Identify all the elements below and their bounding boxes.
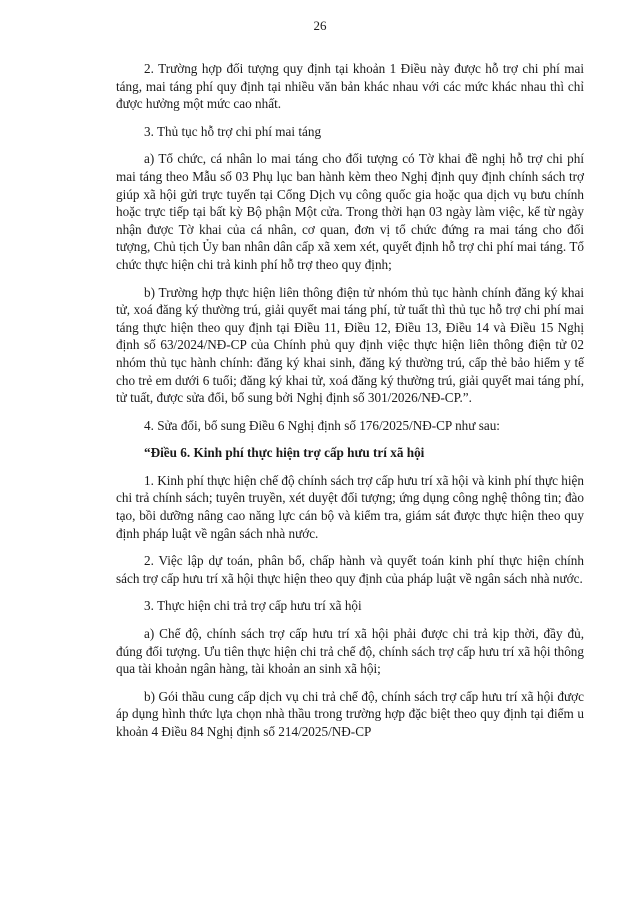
paragraph-procedure-heading: 3. Thủ tục hỗ trợ chi phí mai táng (144, 123, 322, 139)
page-number: 26 (313, 18, 327, 33)
paragraph-article-6-3: 3. Thực hiện chi trả trợ cấp hưu trí xã hội (144, 598, 362, 614)
paragraph-amendment-4: 4. Sửa đổi, bổ sung Điều 6 Nghị định số 176/2025/NĐ-CP như sau: (144, 417, 500, 433)
paragraph-article-6-3b: b) Gói thầu cung cấp dịch vụ chi trả chế độ, chính sách trợ cấp hưu trí xã hội được áp dụng hình thức lựa chọn nhà thầu trong trường hợp đặc biệt theo quy định tại điểm u khoản 4 Điều 84 Nghị định số 214/2025/NĐ-CP (116, 688, 584, 739)
paragraph-article-6-3a: a) Chế độ, chính sách trợ cấp hưu trí xã hội phải được chi trả kịp thời, đầy đủ, đúng đối tượng. Ưu tiên thực hiện chi trả chế độ, chính sách trợ cấp hưu trí xã hội thông qua tài khoản ngân hàng, tài khoản an sinh xã hội; (116, 626, 584, 677)
paragraph-article-6-2: 2. Việc lập dự toán, phân bổ, chấp hành và quyết toán kinh phí thực hiện chính sách trợ cấp hưu trí xã hội thực hiện theo quy định của pháp luật về ngân sách nhà nước. (116, 553, 584, 586)
article-6-heading: “Điều 6. Kinh phí thực hiện trợ cấp hưu trí xã hội (144, 445, 425, 461)
paragraph-article-6-1: 1. Kinh phí thực hiện chế độ chính sách trợ cấp hưu trí xã hội và kinh phí thực hiện chi trả chính sách; tuyên truyền, xét duyệt đối tượng; ứng dụng công nghệ thông tin; đào tạo, bồi dưỡng nâng cao năng lực cán bộ và kiểm tra, giám sát được thực hiện theo quy định pháp luật về ngân sách nhà nước. (116, 472, 584, 541)
document-body (116, 60, 584, 751)
paragraph-clause-2: 2. Trường hợp đối tượng quy định tại khoản 1 Điều này được hỗ trợ chi phí mai táng, mai táng phí quy định tại nhiều văn bản khác nhau với các mức khác nhau thì chỉ được hưởng một mức cao nhất. (116, 61, 584, 112)
paragraph-procedure-a: a) Tổ chức, cá nhân lo mai táng cho đối tượng có Tờ khai đề nghị hỗ trợ chi phí mai táng theo Mẫu số 03 Phụ lục ban hành kèm theo Nghị định quy định chính sách trợ giúp xã hội gửi trực tuyến tại Cổng Dịch vụ công quốc gia hoặc qua dịch vụ bưu chính hoặc trực tiếp tại bất kỳ Bộ phận Một cửa. Trong thời hạn 03 ngày làm việc, kể từ ngày nhận được Tờ khai của cá nhân, cơ quan, đơn vị tổ chức đứng ra mai táng cho đối tượng, Chủ tịch Ủy ban nhân dân cấp xã xem xét, quyết định hỗ trợ chi phí mai táng. Tổ chức thực hiện chi trả kinh phí hỗ trợ theo quy định; (116, 151, 584, 272)
paragraph-procedure-b: b) Trường hợp thực hiện liên thông điện tử nhóm thủ tục hành chính đăng ký khai tử, xoá đăng ký thường trú, giải quyết mai táng phí, tử tuất thì thủ tục hỗ trợ chi phí mai táng thực hiện theo quy định tại Điều 11, Điều 12, Điều 13, Điều 14 và Điều 15 Nghị định số 63/2024/NĐ-CP của Chính phủ quy định việc thực hiện liên thông điện tử 02 nhóm thủ tục hành chính: đăng ký khai sinh, đăng ký thường trú, cấp thẻ bảo hiểm y tế cho trẻ em dưới 6 tuổi; đăng ký khai tử, xoá đăng ký thường trú, giải quyết mai táng phí, tử tuất, được sửa đổi, bổ sung bởi Nghị định số 301/2026/NĐ-CP.”. (116, 284, 584, 406)
